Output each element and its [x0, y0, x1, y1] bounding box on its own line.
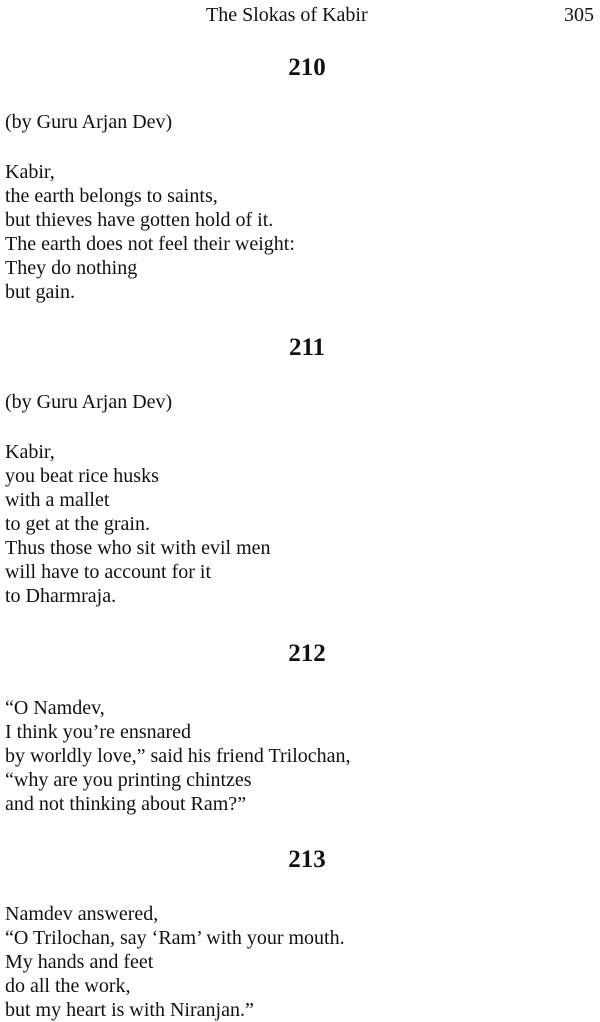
verse-line: “why are you printing chintzes: [5, 769, 252, 791]
verse-line: to Dharmraja.: [5, 585, 117, 607]
sloka-number: 211: [288, 334, 326, 361]
verse-line: Kabir,: [5, 161, 55, 183]
verse-line: The earth does not feel their weight:: [5, 233, 295, 255]
sloka-verse: [5, 440, 595, 608]
verse-line: “O Namdev,: [5, 697, 105, 719]
page-number: 305: [564, 4, 594, 26]
sloka-210: [5, 52, 595, 304]
running-header: [0, 2, 600, 28]
verse-line: will have to account for it: [5, 561, 212, 583]
verse-line: I think you’re ensnared: [5, 721, 192, 743]
verse-line: you beat rice husks: [5, 465, 159, 487]
verse-line: with a mallet: [5, 489, 110, 511]
sloka-verse: [5, 160, 595, 304]
running-title: The Slokas of Kabir: [206, 4, 368, 26]
verse-line: the earth belongs to saints,: [5, 185, 218, 207]
verse-line: do all the work,: [5, 975, 131, 997]
sloka-211: [5, 332, 595, 608]
verse-line: by worldly love,” said his friend Trilochan,: [5, 745, 351, 767]
verse-line: “O Trilochan, say ‘Ram’ with your mouth.: [5, 927, 345, 949]
sloka-number: 212: [288, 640, 326, 667]
verse-line: My hands and feet: [5, 951, 154, 973]
sloka-verse: [5, 902, 595, 1022]
verse-line: They do nothing: [5, 257, 138, 279]
verse-line: Namdev answered,: [5, 903, 159, 925]
verse-line: but thieves have gotten hold of it.: [5, 209, 274, 231]
sloka-attribution: (by Guru Arjan Dev): [5, 391, 173, 413]
sloka-attribution: (by Guru Arjan Dev): [5, 111, 173, 133]
verse-line: Kabir,: [5, 441, 55, 463]
sloka-number: 210: [288, 54, 326, 81]
verse-line: but gain.: [5, 281, 75, 303]
page-body: [5, 52, 595, 1022]
verse-line: but my heart is with Niranjan.”: [5, 999, 254, 1021]
sloka-213: [5, 844, 595, 1022]
verse-line: and not thinking about Ram?”: [5, 793, 247, 815]
sloka-212: [5, 638, 595, 816]
verse-line: to get at the grain.: [5, 513, 150, 535]
sloka-verse: [5, 696, 595, 816]
sloka-number: 213: [288, 846, 326, 873]
verse-line: Thus those who sit with evil men: [5, 537, 271, 559]
